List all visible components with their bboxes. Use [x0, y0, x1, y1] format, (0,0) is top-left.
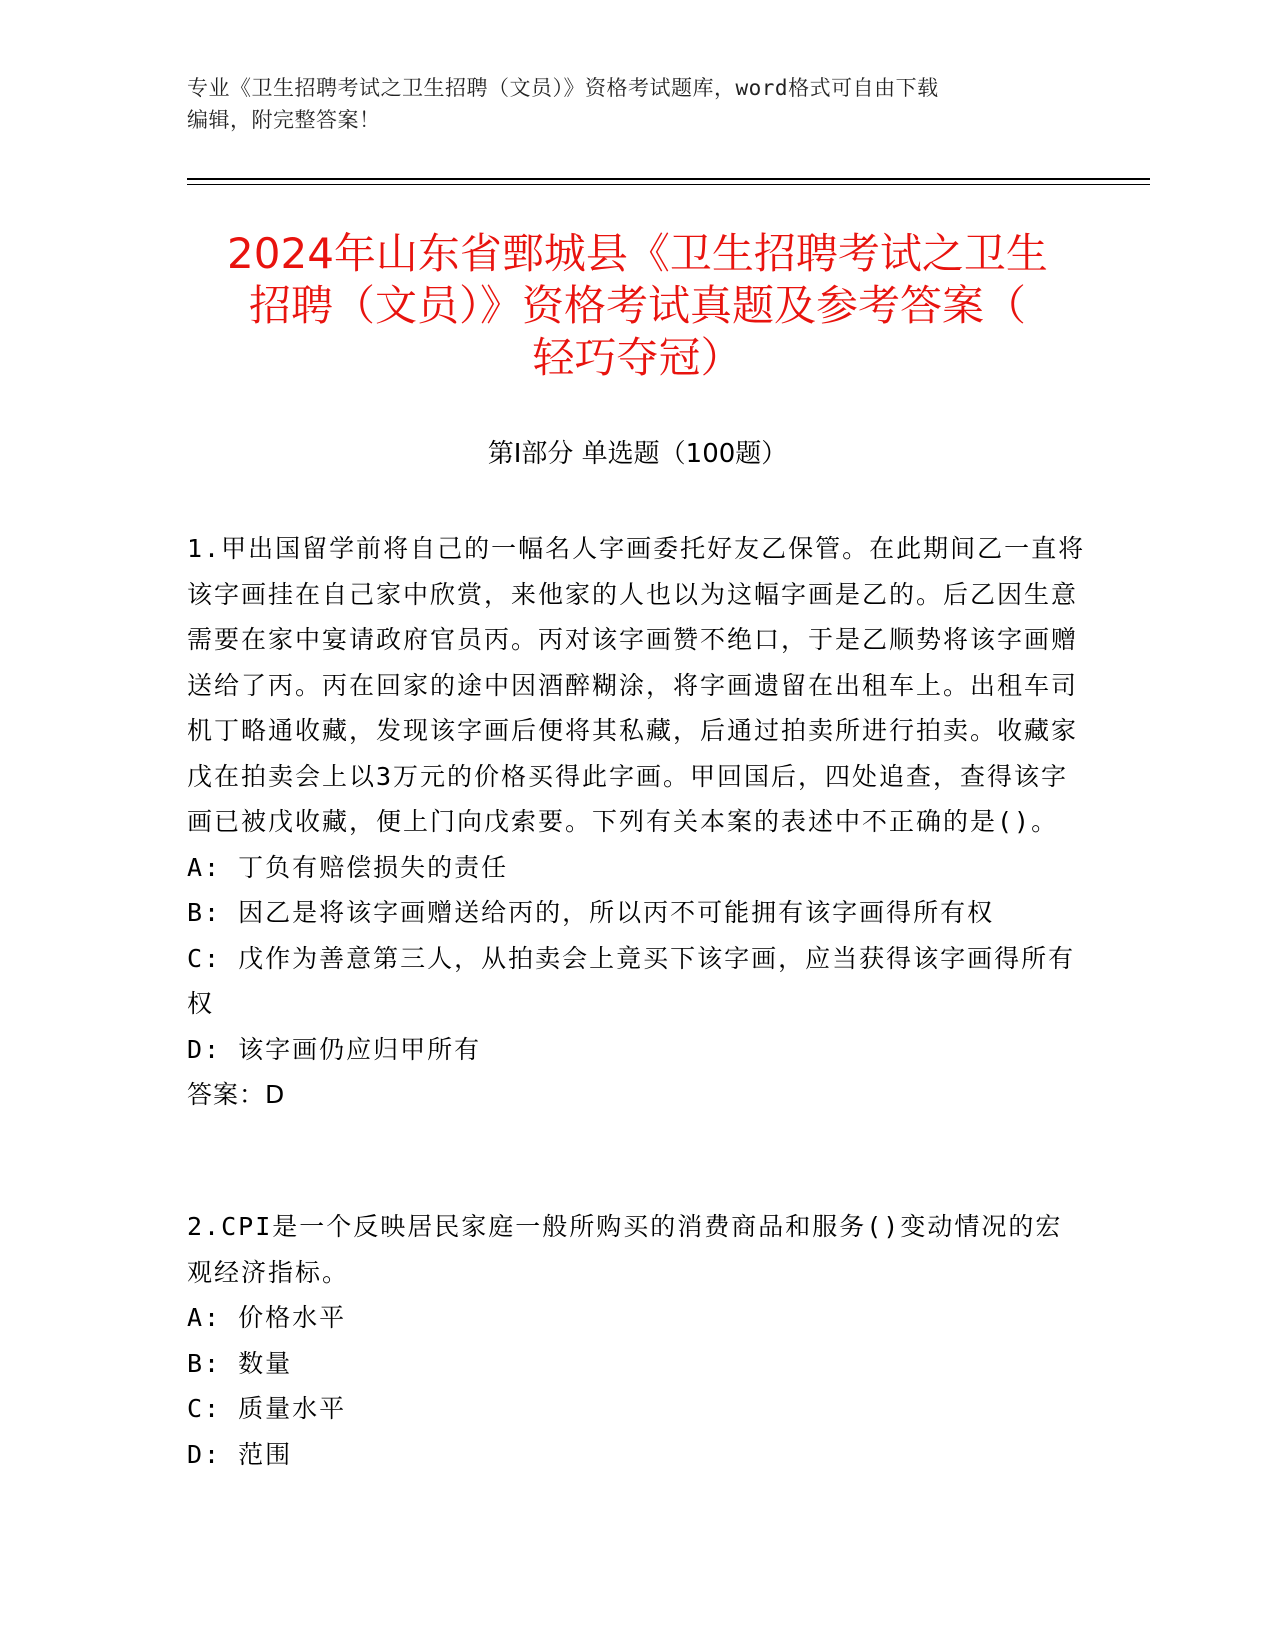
question-stem: 2.CPI是一个反映居民家庭一般所购买的消费商品和服务()变动情况的宏观经济指标。 [187, 1212, 1063, 1287]
option-d: D: 范围 [187, 1439, 293, 1469]
question-1 [187, 526, 1087, 1118]
header-line-2: 编辑，附完整答案！ [187, 108, 381, 132]
option-a: A: 丁负有赔偿损失的责任 [187, 852, 509, 882]
title-line-2: 招聘（文员）》资格考试真题及参考答案（ [248, 281, 1026, 330]
section-title: 第Ⅰ部分 单选题（100题） [487, 439, 788, 469]
document-title [150, 228, 1125, 384]
option-a: A: 价格水平 [187, 1303, 347, 1332]
question-stem: 1.甲出国留学前将自己的一幅名人字画委托好友乙保管。在此期间乙一直将该字画挂在自己家中欣赏，来他家的人也以为这幅字画是乙的。后乙因生意需要在家中宴请政府官员丙。丙对该字画赞不绝口，于是乙顺势将该字画赠送给了丙。丙在回家的途中因酒醉糊涂，将字画遗留在出租车上。出租车司机丁略通收藏，发现该字画后便将其私藏，后通过拍卖所进行拍卖。收藏家戊在拍卖会上以3万元的价格买得此字画。甲回国后，四处追查，查得该字画已被戊收藏，便上门向戊索要。下列有关本案的表述中不正确的是()。 [187, 534, 1086, 836]
title-line-1: 2024年山东省鄄城县《卫生招聘考试之卫生 [227, 229, 1048, 278]
header-rule-thick [187, 178, 1150, 180]
option-b: B: 数量 [187, 1348, 293, 1378]
option-b: B: 因乙是将该字画赠送给丙的，所以丙不可能拥有该字画得所有权 [187, 898, 995, 927]
option-d: D: 该字画仍应归甲所有 [187, 1034, 482, 1064]
answer: 答案：D [187, 1080, 286, 1109]
header-rule-thin [187, 184, 1150, 185]
option-c: C: 戊作为善意第三人，从拍卖会上竟买下该字画，应当获得该字画得所有权 [187, 943, 1076, 1018]
option-c: C: 质量水平 [187, 1394, 347, 1423]
header-line-1: 专业《卫生招聘考试之卫生招聘（文员）》资格考试题库，word格式可自由下载 [187, 76, 939, 100]
document-header [187, 72, 1067, 136]
question-2 [187, 1204, 1087, 1477]
title-line-3: 轻巧夺冠） [532, 333, 743, 382]
